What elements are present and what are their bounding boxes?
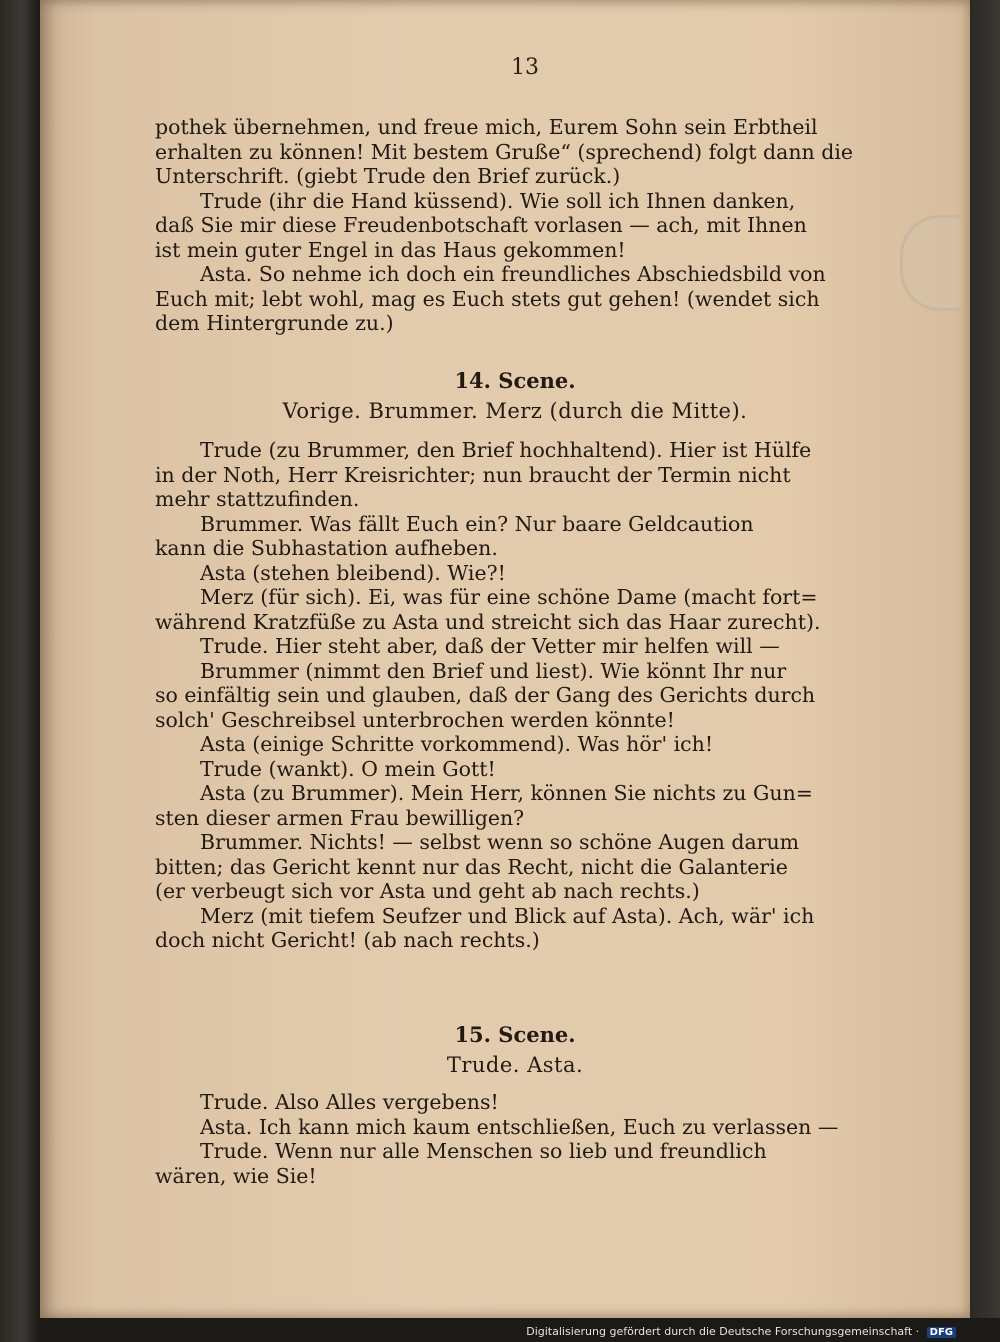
page-edge	[970, 0, 1000, 1318]
text-line: während Kratzfüße zu Asta und streicht sich das Haar zurecht).	[155, 609, 821, 634]
dfg-logo: DFG	[927, 1327, 956, 1338]
text-line: Asta (einige Schritte vorkommend). Was hör' ich!	[200, 732, 714, 756]
text-line: solch' Geschreibsel unterbrochen werden könnte!	[155, 707, 675, 732]
scene-14-header	[155, 366, 875, 426]
text-line: Trude (wankt). O mein Gott!	[200, 756, 496, 781]
text-line: so einfältig sein und glauben, daß der Gang des Gerichts durch	[155, 683, 816, 707]
text-line: bitten; das Gericht kennt nur das Recht, nicht die Galanterie	[155, 854, 788, 879]
text-line: Trude. Also Alles vergebens!	[200, 1090, 499, 1114]
text-line: Trude (zu Brummer, den Brief hochhaltend). Hier ist Hülfe	[200, 438, 812, 462]
text-line: ist mein guter Engel in das Haus gekommen!	[155, 237, 626, 262]
text-line: Trude (ihr die Hand küssend). Wie soll ich Ihnen danken,	[200, 188, 796, 213]
text-line: Unterschrift. (giebt Trude den Brief zurück.)	[155, 164, 621, 188]
scene-heading: 14. Scene.	[454, 368, 576, 393]
text-line: Trude. Wenn nur alle Menschen so lieb und freundlich	[200, 1139, 767, 1163]
text-line: in der Noth, Herr Kreisrichter; nun braucht der Termin nicht	[155, 462, 791, 487]
text-line: kann die Subhastation aufheben.	[155, 536, 498, 560]
book-spine	[0, 0, 40, 1342]
text-line: erhalten zu können! Mit bestem Gruße“ (sprechend) folgt dann die	[155, 139, 854, 164]
text-line: Euch mit; lebt wohl, mag es Euch stets gut gehen! (wendet sich	[155, 286, 820, 311]
text-line: pothek übernehmen, und freue mich, Eurem Sohn sein Erbtheil	[155, 115, 818, 139]
scene-15-header	[155, 1020, 875, 1080]
text-block-2	[155, 438, 875, 953]
credit-text: Digitalisierung gefördert durch die Deutsche Forschungsgemeinschaft ·	[526, 1325, 920, 1338]
text-line: Asta. Ich kann mich kaum entschließen, Euch zu verlassen —	[200, 1114, 839, 1139]
text-line: Merz (für sich). Ei, was für eine schöne Dame (macht fort=	[200, 585, 818, 609]
text-line: Asta. So nehme ich doch ein freundliches Abschiedsbild von	[200, 262, 826, 286]
scene-cast: Trude. Asta.	[446, 1053, 584, 1077]
text-line: Merz (mit tiefem Seufzer und Blick auf Asta). Ach, wär' ich	[200, 903, 815, 928]
text-line: sten dieser armen Frau bewilligen?	[155, 805, 525, 830]
text-line: dem Hintergrunde zu.)	[155, 311, 394, 335]
text-line: Brummer. Nichts! — selbst wenn so schöne Augen darum	[200, 830, 800, 854]
text-line: daß Sie mir diese Freudenbotschaft vorlasen — ach, mit Ihnen	[155, 213, 807, 237]
text-line: wären, wie Sie!	[155, 1163, 317, 1188]
text-line: (er verbeugt sich vor Asta und geht ab nach rechts.)	[155, 879, 700, 903]
text-block-3	[155, 1090, 875, 1188]
digitization-credit	[526, 1325, 956, 1338]
text-line: Trude. Hier steht aber, daß der Vetter mir helfen will —	[200, 634, 780, 658]
text-line: mehr stattzufinden.	[155, 487, 360, 511]
text-line: Asta (zu Brummer). Mein Herr, können Sie nichts zu Gun=	[200, 781, 813, 805]
scene-cast: Vorige. Brummer. Merz (durch die Mitte).	[282, 399, 748, 423]
scene-heading: 15. Scene.	[454, 1022, 576, 1047]
page-clip	[900, 215, 961, 311]
page-number: 13	[511, 55, 539, 80]
text-line: Brummer (nimmt den Brief und liest). Wie könnt Ihr nur	[200, 658, 787, 683]
text-block-1	[155, 115, 875, 336]
text-line: doch nicht Gericht! (ab nach rechts.)	[155, 928, 540, 952]
text-line: Brummer. Was fällt Euch ein? Nur baare Geldcaution	[200, 511, 754, 536]
text-line: Asta (stehen bleibend). Wie?!	[200, 560, 506, 585]
